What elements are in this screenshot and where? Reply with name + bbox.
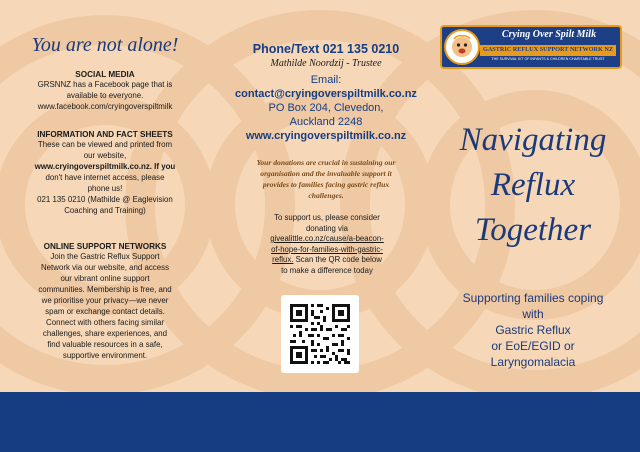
- section-line: supportive environment.: [62, 351, 148, 360]
- contact-block: [214, 73, 438, 143]
- section-line: we prioritise your privacy—we never: [41, 296, 169, 305]
- brand-logo: [440, 25, 622, 69]
- tagline-line: Laryngomalacia: [490, 355, 576, 369]
- logo-title: Crying Over Spilt Milk: [501, 29, 597, 40]
- section-line: don't have internet access, please: [45, 173, 165, 182]
- email-label: Email:: [310, 74, 342, 86]
- section-title: ONLINE SUPPORT NETWORKS: [43, 242, 167, 251]
- support-line: Scan the QR code below: [293, 255, 382, 264]
- website-link[interactable]: www.cryingoverspiltmilk.co.nz: [245, 130, 407, 142]
- trustee-name: Mathilde Noordzij - Trustee: [270, 58, 382, 69]
- footer-band: [0, 392, 640, 452]
- logo-subtitle: GASTRIC REFLUX SUPPORT NETWORK NZ: [483, 46, 613, 53]
- tagline-line: or EoE/EGID or: [491, 339, 575, 353]
- social-media-section: [8, 70, 202, 112]
- section-line: Network via our website, and access: [40, 263, 170, 272]
- section-line: GRSNNZ has a Facebook page that is: [37, 80, 173, 89]
- support-block: [252, 213, 402, 276]
- title-line: Together: [474, 212, 592, 248]
- tagline-line: Supporting families coping: [462, 291, 604, 305]
- section-line: These can be viewed and printed from: [37, 140, 173, 149]
- email-address[interactable]: contact@cryingoverspiltmilk.co.nz: [235, 88, 417, 100]
- tagline: [426, 290, 640, 370]
- tagline-line: with: [522, 307, 544, 321]
- section-line: 021 135 0210 (Mathilde @ Eaglevision: [37, 195, 173, 204]
- section-line: our vibrant online support: [60, 274, 150, 283]
- donation-line: Your donations are crucial in sustaining our: [256, 158, 396, 167]
- donation-note: [228, 157, 424, 201]
- main-title: [426, 118, 640, 253]
- facebook-link[interactable]: www.facebook.com/cryingoverspiltmilk: [37, 102, 173, 111]
- baby-icon: [444, 29, 480, 65]
- address-line: Auckland 2248: [289, 116, 363, 128]
- support-line: to make a difference today: [281, 265, 373, 275]
- support-line: donating via: [305, 223, 349, 233]
- givealittle-link[interactable]: of-hope-for-families-with-gastric-: [271, 244, 383, 254]
- section-title: INFORMATION AND FACT SHEETS: [37, 130, 173, 139]
- section-line: challenges, share experiences, and: [42, 329, 168, 338]
- section-line: spam or exchange contact details.: [45, 307, 165, 316]
- section-line: Coaching and Training): [64, 206, 146, 215]
- left-panel: [0, 0, 210, 392]
- section-title: SOCIAL MEDIA: [75, 70, 135, 79]
- section-line: our website,: [83, 151, 127, 160]
- website-link[interactable]: www.cryingoverspiltmilk.co.nz. If you: [34, 162, 176, 171]
- givealittle-link[interactable]: reflux.: [272, 255, 294, 264]
- title-line: Reflux: [490, 167, 576, 203]
- online-support-section: [8, 242, 202, 361]
- givealittle-link[interactable]: givealittle.co.nz/cause/a-beacon-: [270, 234, 384, 243]
- qr-code[interactable]: [281, 295, 359, 373]
- phone-number[interactable]: Phone/Text 021 135 0210: [252, 42, 400, 56]
- section-line: Join the Gastric Reflux Support: [50, 252, 160, 261]
- logo-tagline: THE SURVIVAL KIT OF INFANTS & CHILDREN CHARITABLE TRUST: [491, 57, 605, 61]
- donation-line: organisation and the invaluable support it: [260, 169, 392, 178]
- title-line: Navigating: [459, 122, 607, 158]
- section-line: available to everyone.: [66, 91, 144, 100]
- section-line: phone us!: [87, 184, 123, 193]
- section-line: Connect with others facing similar: [46, 318, 164, 327]
- info-sheets-section: [8, 130, 202, 216]
- qr-code-icon: [281, 295, 359, 373]
- address-line: PO Box 204, Clevedon,: [268, 102, 384, 114]
- donation-line: challenges.: [308, 191, 344, 200]
- section-line: communities. Membership is free, and: [38, 285, 172, 294]
- donation-line: provides to families facing gastric reflux: [262, 180, 390, 189]
- section-line: find valuable resources in a safe,: [47, 340, 163, 349]
- tagline-line: Gastric Reflux: [495, 323, 571, 337]
- support-line: To support us, please consider: [274, 213, 380, 222]
- left-heading: You are not alone!: [31, 34, 179, 56]
